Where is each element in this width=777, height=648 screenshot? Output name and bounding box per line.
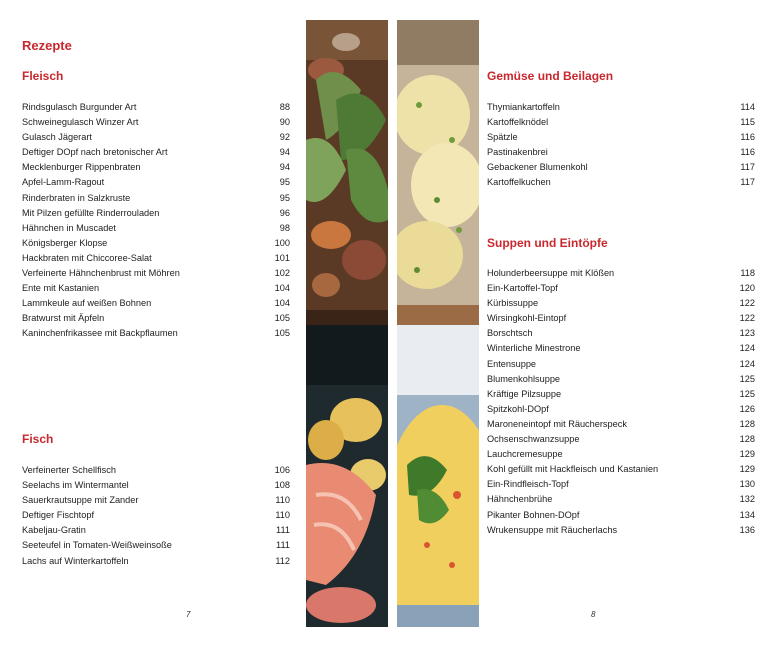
- section-heading-suppen-und-eintoepfe: Suppen und Eintöpfe: [487, 236, 608, 250]
- left-page: [0, 0, 305, 648]
- toc-entry-title: Ein-Rindfleisch-Topf: [487, 479, 569, 490]
- toc-entry: [22, 251, 290, 266]
- toc-entry-page-number: 94: [279, 147, 290, 158]
- toc-entry-title: Schweinegulasch Winzer Art: [22, 117, 139, 128]
- toc-entry-title: Ente mit Kastanien: [22, 283, 100, 294]
- toc-entry-page-number: 122: [739, 298, 755, 309]
- section-heading-fisch: Fisch: [22, 432, 54, 446]
- page-number-right: 8: [591, 610, 596, 619]
- toc-entry: [487, 508, 755, 523]
- toc-entry-title: Bratwurst mit Äpfeln: [22, 313, 105, 324]
- toc-entry: [22, 281, 290, 296]
- toc-entry-page-number: 118: [740, 268, 755, 278]
- toc-entry: [487, 372, 755, 387]
- right-page: [398, 0, 777, 648]
- toc-entry: [22, 191, 290, 206]
- toc-entry-page-number: 125: [739, 388, 755, 399]
- toc-entry-title: Deftiger Fischtopf: [22, 510, 94, 521]
- page-number-left: 7: [186, 610, 191, 619]
- toc-entry-page-number: 117: [740, 177, 755, 188]
- toc-entry-page-number: 102: [274, 268, 290, 279]
- toc-entry-title: Seelachs im Wintermantel: [22, 480, 129, 491]
- toc-entry: [487, 266, 755, 281]
- toc-entry-page-number: 129: [739, 464, 755, 475]
- toc-entry-title: Lachs auf Winterkartoffeln: [22, 555, 129, 566]
- toc-entry-title: Hähnchenbrühe: [487, 494, 553, 505]
- toc-entry-page-number: 111: [276, 525, 290, 536]
- toc-entry-title: Kartoffelkuchen: [487, 177, 551, 188]
- toc-entry-page-number: 123: [739, 328, 755, 339]
- toc-entry-title: Ochsenschwanzsuppe: [487, 434, 580, 445]
- toc-entry-page-number: 115: [740, 117, 755, 128]
- toc-entry-page-number: 104: [274, 298, 290, 309]
- toc-entry-page-number: 88: [279, 102, 290, 112]
- toc-entry: [487, 115, 755, 130]
- toc-entry-title: Apfel-Lamm-Ragout: [22, 177, 105, 188]
- toc-entry-page-number: 110: [275, 510, 290, 521]
- toc-entry-title: Verfeinerter Schellfisch: [22, 465, 116, 475]
- toc-entry: [22, 175, 290, 190]
- toc-entry: [22, 296, 290, 311]
- toc-entry-page-number: 100: [274, 237, 290, 248]
- toc-entry: [487, 402, 755, 417]
- toc-entry-title: Sauerkrautsuppe mit Zander: [22, 495, 139, 506]
- toc-entry-title: Kohl gefüllt mit Hackfleisch und Kastanien: [487, 464, 659, 475]
- toc-entry: [487, 492, 755, 507]
- section-heading-gemuese-und-beilagen: Gemüse und Beilagen: [487, 69, 614, 83]
- toc-entry-page-number: 105: [274, 313, 290, 324]
- toc-entry: [487, 447, 755, 462]
- toc-entry-title: Hähnchen in Muscadet: [22, 222, 116, 233]
- toc-entry-page-number: 101: [274, 252, 290, 263]
- toc-entry-page-number: 129: [739, 449, 755, 460]
- toc-entry-title: Kürbissuppe: [487, 298, 539, 309]
- toc-entry-title: Rindsgulasch Burgunder Art: [22, 102, 137, 112]
- toc-list-fisch: [22, 463, 290, 569]
- toc-entry-title: Gebackener Blumenkohl: [487, 162, 588, 173]
- toc-entry: [22, 326, 290, 341]
- toc-entry-page-number: 98: [279, 222, 290, 233]
- toc-entry: [22, 130, 290, 145]
- toc-entry-page-number: 130: [739, 479, 755, 490]
- toc-entry: [487, 432, 755, 447]
- toc-entry: [22, 478, 290, 493]
- toc-entry: [22, 236, 290, 251]
- toc-entry: [487, 462, 755, 477]
- toc-entry: [22, 266, 290, 281]
- toc-entry-page-number: 128: [739, 418, 755, 429]
- toc-entry-page-number: 128: [739, 434, 755, 445]
- toc-entry-title: Ein-Kartoffel-Topf: [487, 283, 558, 294]
- toc-entry-page-number: 117: [740, 162, 755, 173]
- toc-entry: [22, 493, 290, 508]
- toc-entry-title: Wirsingkohl-Eintopf: [487, 313, 567, 324]
- toc-entry: [487, 175, 755, 190]
- toc-entry-title: Lauchcremesuppe: [487, 449, 563, 460]
- toc-entry: [487, 523, 755, 538]
- toc-entry-page-number: 92: [279, 132, 290, 143]
- toc-entry: [22, 100, 290, 115]
- toc-entry-page-number: 95: [279, 177, 290, 188]
- toc-entry-title: Wrukensuppe mit Räucherlachs: [487, 524, 618, 535]
- toc-entry-title: Borschtsch: [487, 328, 533, 339]
- toc-entry: [22, 311, 290, 326]
- toc-entry-title: Kaninchenfrikassee mit Backpflaumen: [22, 328, 178, 339]
- toc-entry: [22, 221, 290, 236]
- toc-entry: [22, 554, 290, 569]
- toc-entry-title: Entensuppe: [487, 358, 537, 369]
- toc-entry-page-number: 95: [279, 192, 290, 203]
- toc-entry-title: Deftiger DOpf nach bretonischer Art: [22, 147, 168, 158]
- toc-entry-title: Lammkeule auf weißen Bohnen: [22, 298, 152, 309]
- toc-entry: [487, 341, 755, 356]
- toc-entry: [487, 145, 755, 160]
- toc-entry-page-number: 110: [275, 495, 290, 506]
- toc-entry-title: Kartoffelknödel: [487, 117, 549, 128]
- toc-entry: [487, 130, 755, 145]
- toc-list-gemuese: [487, 100, 755, 191]
- toc-entry: [487, 417, 755, 432]
- toc-entry: [487, 296, 755, 311]
- page-title: Rezepte: [22, 38, 72, 53]
- toc-list-fleisch: [22, 100, 290, 342]
- toc-entry-title: Holunderbeersuppe mit Klößen: [487, 268, 615, 278]
- toc-entry: [487, 100, 755, 115]
- toc-entry-page-number: 106: [274, 465, 290, 475]
- toc-entry: [22, 115, 290, 130]
- toc-entry-page-number: 116: [740, 147, 755, 158]
- toc-entry-page-number: 132: [739, 494, 755, 505]
- toc-entry-title: Seeteufel in Tomaten-Weißweinsoße: [22, 540, 172, 551]
- toc-entry-title: Rinderbraten in Salzkruste: [22, 192, 131, 203]
- toc-entry: [22, 145, 290, 160]
- toc-entry-title: Mit Pilzen gefüllte Rinderrouladen: [22, 207, 160, 218]
- toc-entry-page-number: 90: [279, 117, 290, 128]
- toc-entry-title: Pastinakenbrei: [487, 147, 548, 158]
- toc-entry-title: Mecklenburger Rippenbraten: [22, 162, 141, 173]
- toc-entry-page-number: 124: [739, 343, 755, 354]
- toc-entry-page-number: 134: [739, 509, 755, 520]
- toc-entry-page-number: 112: [275, 555, 290, 566]
- toc-entry-title: Verfeinerte Hähnchenbrust mit Möhren: [22, 268, 180, 279]
- meat-stew-with-herbs-photo: [306, 20, 388, 325]
- toc-entry-title: Blumenkohlsuppe: [487, 373, 561, 384]
- toc-entry-page-number: 96: [279, 207, 290, 218]
- toc-entry: [22, 508, 290, 523]
- toc-entry-title: Kräftige Pilzsuppe: [487, 388, 562, 399]
- toc-entry: [487, 311, 755, 326]
- toc-entry-page-number: 111: [276, 540, 290, 551]
- toc-entry-title: Spätzle: [487, 132, 518, 143]
- toc-entry: [487, 160, 755, 175]
- toc-entry: [487, 387, 755, 402]
- toc-entry: [22, 206, 290, 221]
- section-heading-fleisch: Fleisch: [22, 69, 64, 83]
- toc-entry-page-number: 125: [739, 373, 755, 384]
- toc-entry-page-number: 124: [739, 358, 755, 369]
- toc-entry: [487, 357, 755, 372]
- toc-entry-page-number: 114: [740, 102, 755, 112]
- toc-entry: [22, 160, 290, 175]
- toc-entry: [22, 523, 290, 538]
- toc-entry: [22, 538, 290, 553]
- toc-entry: [487, 477, 755, 492]
- toc-entry-title: Gulasch Jägerart: [22, 132, 92, 143]
- toc-entry-title: Pikanter Bohnen-DOpf: [487, 509, 580, 520]
- toc-entry-page-number: 120: [739, 283, 755, 294]
- toc-list-suppen: [487, 266, 755, 538]
- toc-entry-title: Königsberger Klopse: [22, 237, 108, 248]
- toc-entry-page-number: 126: [739, 403, 755, 414]
- toc-entry-title: Spitzkohl-DOpf: [487, 403, 549, 414]
- toc-entry-title: Thymiankartoffeln: [487, 102, 560, 112]
- toc-entry-page-number: 105: [274, 328, 290, 339]
- toc-entry: [487, 326, 755, 341]
- salmon-on-potatoes-photo: [306, 325, 388, 627]
- toc-entry-title: Kabeljau-Gratin: [22, 525, 86, 536]
- photo-strip-left: [306, 20, 388, 627]
- toc-entry-page-number: 104: [274, 283, 290, 294]
- toc-entry-title: Hackbraten mit Chiccoree-Salat: [22, 252, 152, 263]
- toc-entry-title: Maroneneintopf mit Räucherspeck: [487, 418, 627, 429]
- toc-entry-page-number: 122: [739, 313, 755, 324]
- toc-entry-page-number: 116: [740, 132, 755, 143]
- toc-entry-page-number: 94: [279, 162, 290, 173]
- toc-entry-page-number: 136: [739, 524, 755, 535]
- toc-entry: [22, 463, 290, 478]
- toc-entry-title: Winterliche Minestrone: [487, 343, 581, 354]
- toc-entry-page-number: 108: [274, 480, 290, 491]
- toc-entry: [487, 281, 755, 296]
